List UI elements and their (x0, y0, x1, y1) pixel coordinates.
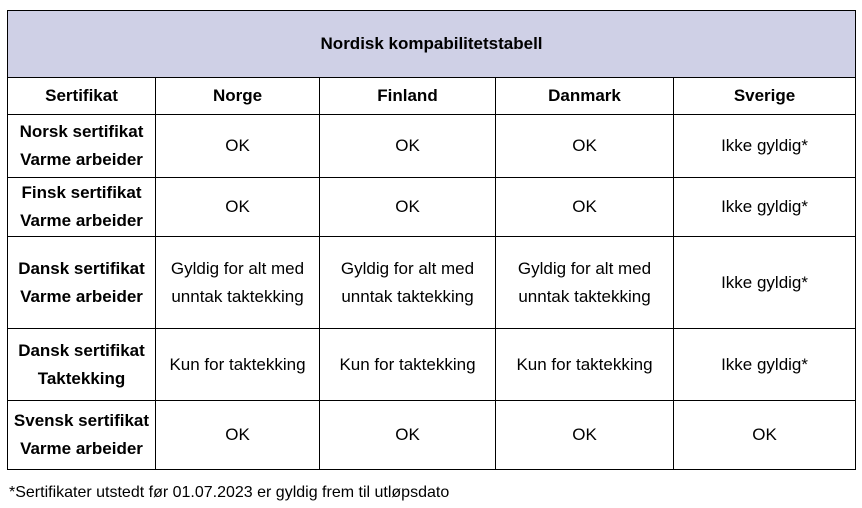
row-label (8, 237, 156, 329)
cell-finland (320, 329, 496, 401)
cell-sverige (674, 237, 856, 329)
header-norge: Norge (156, 78, 320, 115)
row-label (8, 329, 156, 401)
cell-danmark (496, 329, 674, 401)
cell-text: Ikke gyldig* (721, 354, 808, 374)
table-row (8, 178, 856, 237)
cell-text: Ikke gyldig* (721, 272, 808, 292)
cell-norge (156, 401, 320, 470)
row-label (8, 115, 156, 178)
cell-danmark (496, 237, 674, 329)
cell-sverige (674, 329, 856, 401)
row-label (8, 178, 156, 237)
cell-finland (320, 237, 496, 329)
cell-text: OK (225, 136, 250, 155)
cell-text: OK (572, 425, 597, 444)
cell-sverige (674, 401, 856, 470)
cell-text: Gyldig for alt med (340, 258, 475, 278)
cell-danmark (496, 401, 674, 470)
compatibility-table (7, 10, 856, 470)
cell-norge (156, 237, 320, 329)
table-row (8, 115, 856, 178)
cell-text: OK (225, 197, 250, 216)
cell-text: OK (752, 425, 777, 444)
cell-text: Ikke gyldig* (721, 197, 808, 216)
table-row (8, 237, 856, 329)
row-label (8, 401, 156, 470)
cell-text: Ikke gyldig* (721, 136, 808, 155)
row-label-line: Finsk sertifikat (21, 183, 142, 202)
cell-text: Kun for taktekking (169, 354, 306, 374)
row-label-line: Varme arbeider (20, 211, 143, 230)
table-row (8, 329, 856, 401)
cell-text: unntak taktekking (518, 286, 651, 306)
cell-sverige (674, 115, 856, 178)
cell-text: OK (572, 197, 597, 216)
header-sverige: Sverige (674, 78, 856, 115)
cell-norge (156, 178, 320, 237)
cell-norge (156, 115, 320, 178)
row-label-line: Dansk sertifikat (18, 258, 145, 278)
cell-text: OK (395, 197, 420, 216)
row-label-line: Dansk sertifikat (18, 340, 145, 360)
header-finland: Finland (320, 78, 496, 115)
header-sertifikat: Sertifikat (8, 78, 156, 115)
cell-text: unntak taktekking (341, 286, 474, 306)
cell-text: Gyldig for alt med (517, 258, 652, 278)
row-label-line: Varme arbeider (20, 150, 143, 169)
cell-finland (320, 115, 496, 178)
cell-text: OK (395, 136, 420, 155)
row-label-line: Varme arbeider (20, 439, 143, 458)
cell-finland (320, 178, 496, 237)
cell-text: unntak taktekking (171, 286, 304, 306)
row-label-line: Norsk sertifikat (19, 122, 144, 141)
row-label-line: Svensk sertifikat (13, 411, 150, 430)
table-row (8, 401, 856, 470)
cell-text: OK (572, 136, 597, 155)
header-danmark: Danmark (496, 78, 674, 115)
cell-text: Kun for taktekking (516, 354, 653, 374)
cell-text: OK (225, 425, 250, 444)
cell-text: Kun for taktekking (339, 354, 476, 374)
cell-text: OK (395, 425, 420, 444)
table-title: Nordisk kompabilitetstabell (8, 11, 856, 78)
cell-norge (156, 329, 320, 401)
cell-danmark (496, 178, 674, 237)
cell-finland (320, 401, 496, 470)
footnote: *Sertifikater utstedt før 01.07.2023 er gyldig frem til utløpsdato (9, 484, 450, 501)
cell-danmark (496, 115, 674, 178)
cell-sverige (674, 178, 856, 237)
cell-text: Gyldig for alt med (170, 258, 305, 278)
row-label-line: Varme arbeider (20, 286, 143, 306)
row-label-line: Taktekking (37, 368, 126, 388)
